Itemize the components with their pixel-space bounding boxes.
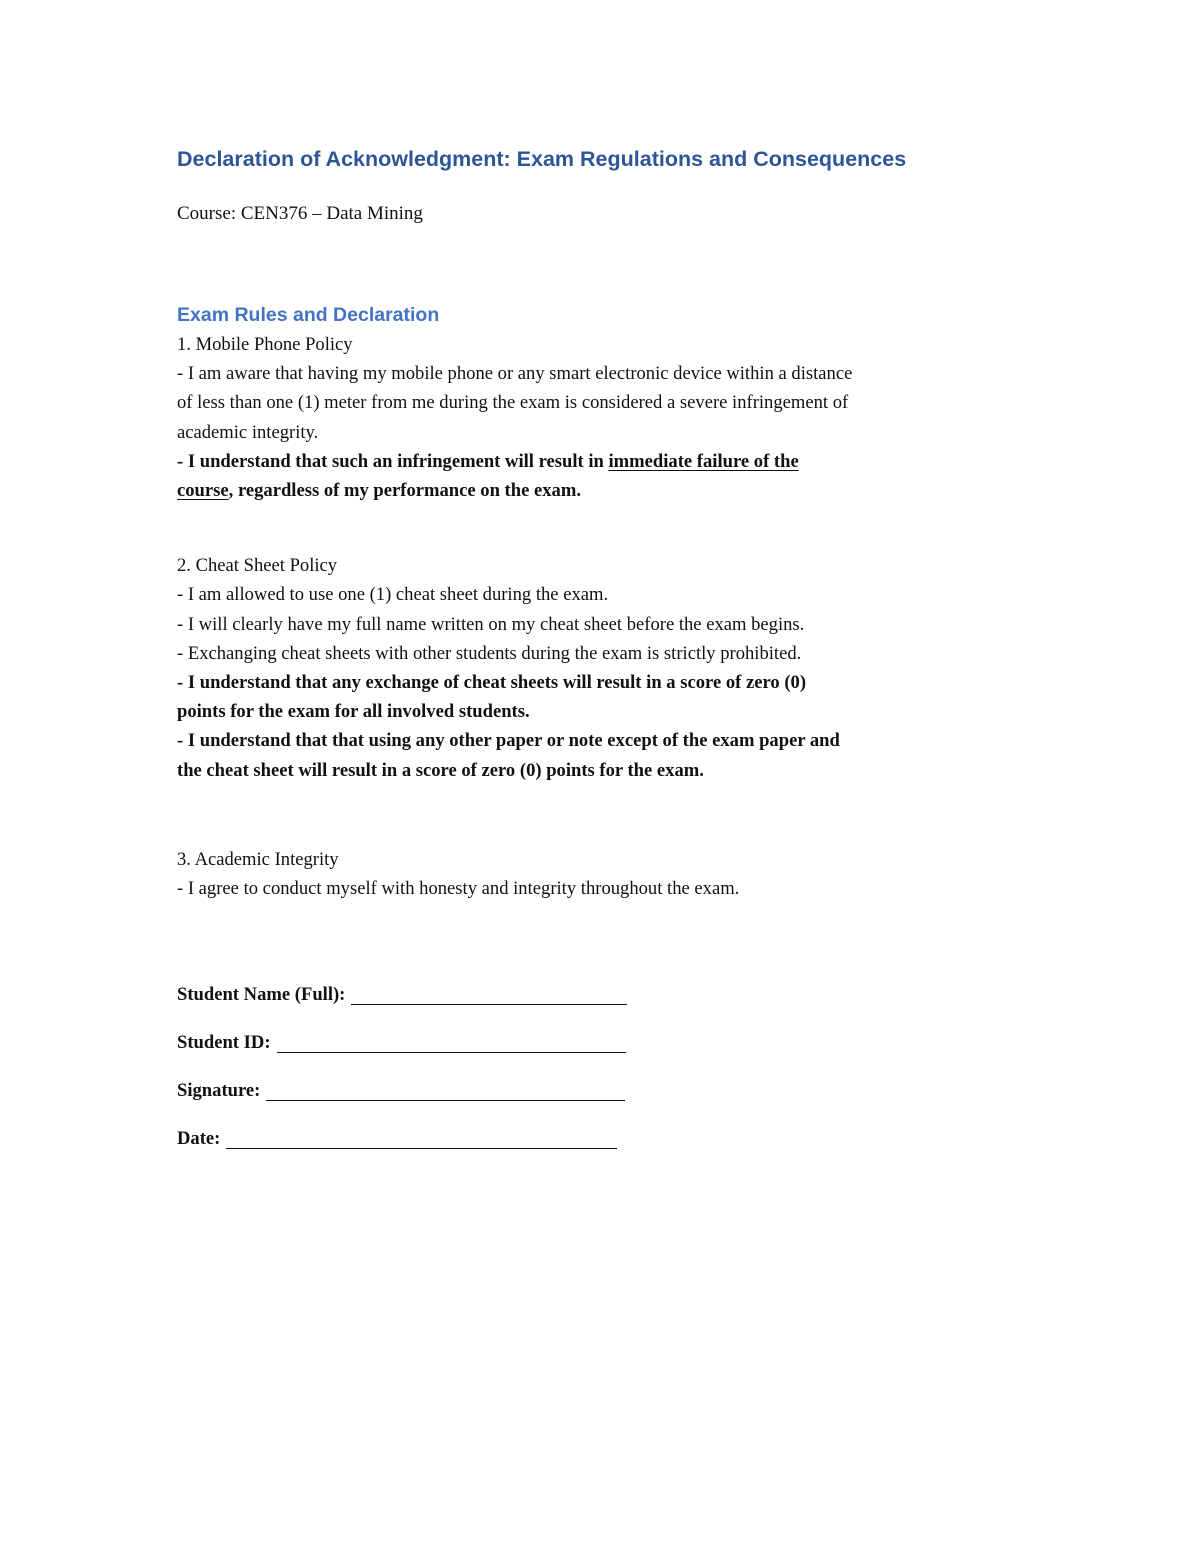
academic-integrity-policy bbox=[177, 845, 1037, 903]
document-title: Declaration of Acknowledgment: Exam Regulations and Consequences bbox=[177, 147, 907, 171]
policy1-line4-text: - I understand that such an infringement will result in bbox=[177, 450, 609, 472]
policy2-line7: the cheat sheet will result in a score of zero (0) points for the exam. bbox=[177, 759, 704, 781]
signature-row bbox=[177, 1076, 1037, 1105]
policy3-line1: - I agree to conduct myself with honesty and integrity throughout the exam. bbox=[177, 878, 740, 900]
date-label: Date: bbox=[177, 1128, 221, 1150]
policy1-heading: 1. Mobile Phone Policy bbox=[177, 334, 353, 355]
policy2-line2: - I will clearly have my full name written on my cheat sheet before the exam begins. bbox=[177, 613, 805, 635]
policy1-line3: academic integrity. bbox=[177, 421, 319, 443]
cheat-sheet-policy bbox=[177, 551, 1037, 785]
document-content bbox=[177, 142, 1037, 1172]
policy2-line6: - I understand that that using any other paper or note except of the exam paper and bbox=[177, 730, 840, 752]
student-name-field[interactable] bbox=[351, 986, 627, 1005]
policy2-line5: points for the exam for all involved students. bbox=[177, 701, 530, 723]
policy2-line3: - Exchanging cheat sheets with other students during the exam is strictly prohibited. bbox=[177, 642, 802, 664]
student-name-label: Student Name (Full): bbox=[177, 984, 346, 1006]
policy1-line5-text: , regardless of my performance on the exam. bbox=[228, 480, 581, 502]
policy2-heading: 2. Cheat Sheet Policy bbox=[177, 555, 338, 577]
policy1-line1: - I am aware that having my mobile phone or any smart electronic device within a distance bbox=[177, 363, 853, 385]
date-row bbox=[177, 1124, 1037, 1153]
student-id-field[interactable] bbox=[277, 1034, 626, 1053]
signature-section bbox=[177, 980, 1037, 1153]
section-heading: Exam Rules and Declaration bbox=[177, 304, 440, 326]
signature-field[interactable] bbox=[266, 1082, 625, 1101]
policy1-line5 bbox=[177, 476, 1037, 505]
policy1-line5-underlined: course bbox=[177, 480, 229, 502]
policy1-line4-underlined: immediate failure of the bbox=[608, 450, 799, 472]
policy3-heading: 3. Academic Integrity bbox=[177, 848, 339, 870]
policy2-line1: - I am allowed to use one (1) cheat sheet during the exam. bbox=[177, 584, 609, 606]
mobile-phone-policy bbox=[177, 330, 1037, 505]
policy1-line4 bbox=[177, 447, 1037, 476]
student-id-label: Student ID: bbox=[177, 1032, 271, 1054]
policy1-line2: of less than one (1) meter from me during the exam is considered a severe infringement of bbox=[177, 392, 849, 414]
policy2-line4: - I understand that any exchange of cheat sheets will result in a score of zero (0) bbox=[177, 672, 807, 694]
student-id-row bbox=[177, 1028, 1037, 1057]
student-name-row bbox=[177, 980, 1037, 1009]
date-field[interactable] bbox=[226, 1130, 617, 1149]
course-line: Course: CEN376 – Data Mining bbox=[177, 203, 423, 224]
signature-label: Signature: bbox=[177, 1080, 261, 1102]
